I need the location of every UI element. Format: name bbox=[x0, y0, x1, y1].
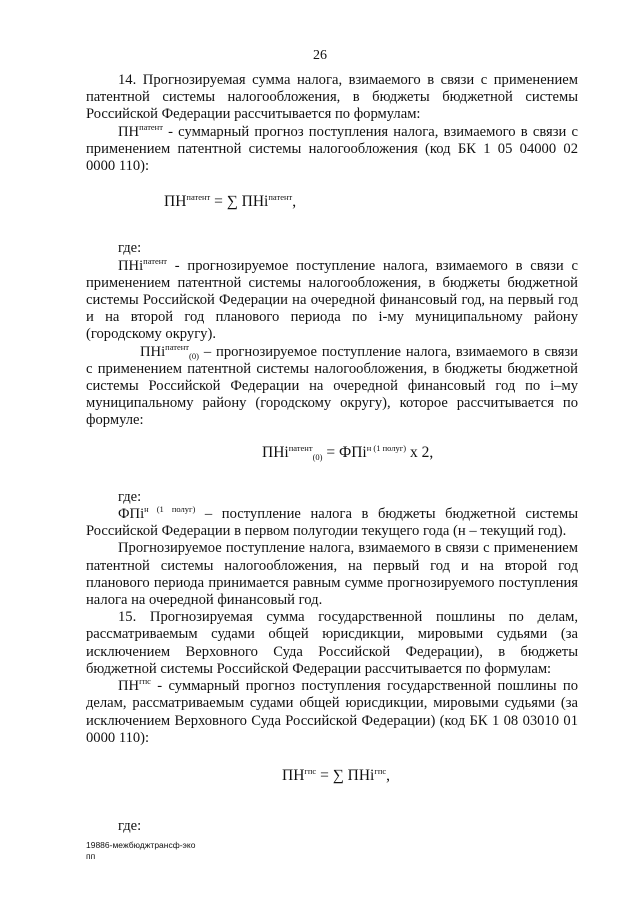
formula-tail: х 2, bbox=[406, 443, 434, 461]
document-body bbox=[86, 72, 578, 835]
formula-lhs: ПНi bbox=[262, 443, 289, 461]
definition-text: – прогнозируемое поступление налога, взимаемого в связи с применением патентной системы налогообложения, в бюджеты бюджетной системы Российской Федерации на очередной финансовый год по i–му муниципальному району (городскому округу), которое рассчитывается по формуле: bbox=[86, 343, 578, 429]
formula-lhs-sup: патент bbox=[288, 442, 313, 453]
superscript-patent: патент bbox=[143, 255, 167, 266]
formula-pn-gps bbox=[282, 767, 578, 784]
page-number: 26 bbox=[313, 48, 327, 63]
document-footer bbox=[86, 840, 195, 861]
superscript-gps: гпс bbox=[139, 676, 151, 687]
paragraph-planned-period: Прогнозируемое поступление налога, взимаемого в связи с применением патентной системы налогообложения, на первый год и на второй год планового периода принимается равным сумме прогнозируемого поступления налога на очередной финансовый год. bbox=[86, 540, 578, 609]
symbol-pni: ПНi bbox=[118, 257, 144, 274]
section-14-intro: 14. Прогнозируемая сумма налога, взимаемого в связи с применением патентной системы налогообложения, в бюджеты бюджетной системы Российской Федерации рассчитывается по формулам: bbox=[86, 72, 578, 123]
formula-tail: , bbox=[292, 193, 297, 211]
superscript-patent: патент bbox=[165, 341, 189, 352]
formula-lhs: ПН bbox=[164, 193, 187, 211]
formula-pn-patent bbox=[164, 193, 578, 210]
formula-rhs-sup: гпс bbox=[374, 765, 387, 776]
formula-lhs-sup: патент bbox=[186, 192, 211, 203]
formula-lhs-sub: (0) bbox=[312, 451, 323, 462]
symbol-pn: ПН bbox=[118, 123, 140, 140]
formula-rhs-sup: н (1 полуг) bbox=[366, 442, 407, 453]
superscript-half-year: н (1 полуг) bbox=[144, 504, 196, 515]
formula-rhs-sup: патент bbox=[268, 192, 293, 203]
pn-patent-definition bbox=[86, 121, 578, 176]
definition-text: - суммарный прогноз поступления государственной пошлины по делам, рассматриваемым судами общей юрисдикции, мировыми судьями (за исключением Верховного Суда Российской Федерации) (код БК 1 08 03010 01 0000 110): bbox=[86, 678, 578, 746]
symbol-pn: ПН bbox=[118, 678, 140, 695]
formula-lhs-sup: гпс bbox=[304, 765, 317, 776]
pn-gps-definition bbox=[86, 678, 578, 747]
where-label: где: bbox=[118, 818, 142, 835]
fpi-definition bbox=[86, 506, 578, 540]
formula-rhs: = ФПi bbox=[322, 443, 367, 461]
symbol-pni: ПНi bbox=[140, 343, 166, 360]
where-label: где: bbox=[118, 488, 142, 505]
superscript-patent: патент bbox=[139, 121, 163, 132]
section-15-intro: 15. Прогнозируемая сумма государственной пошлины по делам, рассматриваемым судами общей юрисдикции, мировыми судьями (за исключением Верховного Суда Российской Федерации), в бюджеты бюджетной системы Российской Федерации рассчитывается по формулам: bbox=[86, 609, 578, 677]
definition-text: - суммарный прогноз поступления налога, взимаемого в связи с применением патентной системы налогообложения (код БК 1 05 04000 02 0000 110): bbox=[86, 123, 578, 175]
formula-sum: = ∑ ПНi bbox=[210, 193, 269, 211]
formula-lhs: ПН bbox=[282, 766, 305, 784]
footer-file-id: 19886-межбюджтрансф-эко bbox=[86, 840, 196, 850]
where-label: где: bbox=[118, 240, 142, 257]
definition-text: – поступление налога в бюджеты бюджетной системы Российской Федерации в первом полугодии текущего года (н – текущий год). bbox=[86, 506, 579, 540]
pni-patent-definition bbox=[86, 255, 578, 344]
formula-pni0 bbox=[262, 444, 578, 461]
symbol-fpi: ФПi bbox=[118, 506, 145, 523]
footer-initials: пп bbox=[86, 850, 96, 861]
definition-text: - прогнозируемое поступление налога, взимаемого в связи с применением патентной системы налогообложения, в бюджеты бюджетной системы Российской Федерации на очередной финансовый год, на первый год и на второй год планового периода по i-му муниципальному району (городскому округу). bbox=[86, 257, 578, 343]
formula-tail: , bbox=[386, 766, 391, 784]
subscript-zero: (0) bbox=[189, 350, 199, 361]
formula-sum: = ∑ ПНi bbox=[316, 766, 375, 784]
pni0-patent-definition bbox=[86, 341, 578, 430]
